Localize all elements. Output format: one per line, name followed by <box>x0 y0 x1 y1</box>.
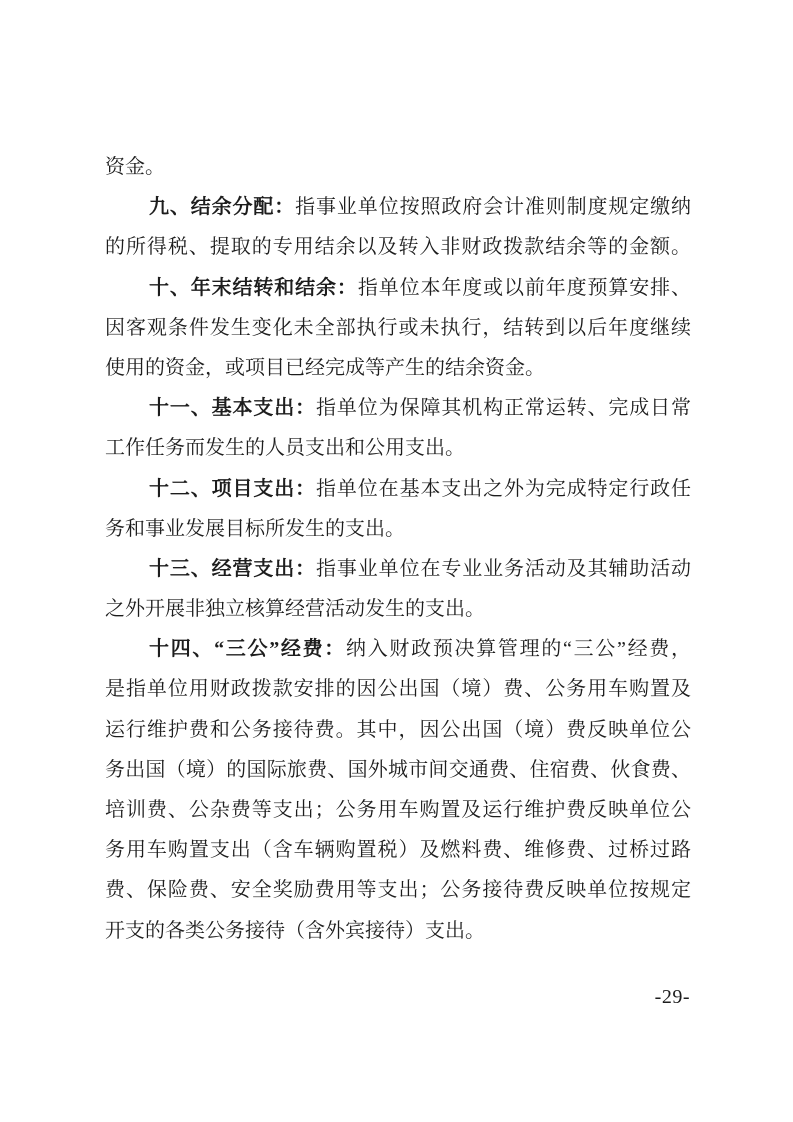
term-label: 十、年末结转和结余： <box>149 276 358 299</box>
text-line <box>105 549 691 589</box>
text-line <box>105 187 691 227</box>
line-text: 因客观条件发生变化未全部执行或未执行，结转到以后年度继续 <box>105 316 691 339</box>
line-text: 指事业单位按照政府会计准则制度规定缴纳 <box>295 196 691 219</box>
text-line <box>105 830 691 870</box>
line-text: 指单位本年度或以前年度预算安排、 <box>357 276 691 299</box>
line-text: 开支的各类公务接待（含外宾接待）支出。 <box>105 919 485 942</box>
text-line <box>105 268 691 308</box>
text-line <box>105 750 691 790</box>
term-label: 十三、经营支出： <box>149 557 317 580</box>
line-text: 指事业单位在专业业务活动及其辅助活动 <box>316 557 691 580</box>
term-label: 十一、基本支出： <box>149 397 317 420</box>
text-line <box>105 227 691 267</box>
text-line <box>105 710 691 750</box>
text-line <box>105 428 691 468</box>
line-text: 指单位为保障其机构正常运转、完成日常 <box>316 397 691 420</box>
line-text: 务和事业发展目标所发生的支出。 <box>105 517 405 540</box>
text-line <box>105 509 691 549</box>
term-label: 十四、“三公”经费： <box>149 638 347 661</box>
line-text: 是指单位用财政拨款安排的因公出国（境）费、公务用车购置及 <box>105 678 691 701</box>
text-line <box>105 469 691 509</box>
line-text: 运行维护费和公务接待费。其中，因公出国（境）费反映单位公 <box>105 718 691 741</box>
page-number: -29- <box>654 986 690 1008</box>
text-line <box>105 589 691 629</box>
line-text: 纳入财政预决算管理的“三公”经费， <box>346 638 691 661</box>
text-line <box>105 870 691 910</box>
term-label: 九、结余分配： <box>149 196 296 219</box>
line-text: 工作任务而发生的人员支出和公用支出。 <box>105 437 465 460</box>
text-line <box>105 388 691 428</box>
text-line <box>105 308 691 348</box>
line-text: 之外开展非独立核算经营活动发生的支出。 <box>105 598 485 621</box>
line-text: 培训费、公杂费等支出；公务用车购置及运行维护费反映单位公 <box>105 799 691 821</box>
line-text: 使用的资金，或项目已经完成等产生的结余资金。 <box>105 356 545 379</box>
line-text: 资金。 <box>105 156 165 178</box>
text-line <box>105 348 691 388</box>
document-body <box>105 147 691 951</box>
term-label: 十二、项目支出： <box>149 477 317 500</box>
text-line <box>105 147 691 187</box>
text-line <box>105 911 691 951</box>
line-text: 费、保险费、安全奖励费用等支出；公务接待费反映单位按规定 <box>105 879 691 902</box>
line-text: 的所得税、提取的专用结余以及转入非财政拨款结余等的金额。 <box>105 236 691 259</box>
line-text: 务用车购置支出（含车辆购置税）及燃料费、维修费、过桥过路 <box>105 839 691 862</box>
text-line <box>105 790 691 830</box>
text-line <box>105 669 691 709</box>
line-text: 指单位在基本支出之外为完成特定行政任 <box>316 477 691 500</box>
text-line <box>105 629 691 669</box>
line-text: 务出国（境）的国际旅费、国外城市间交通费、住宿费、伙食费、 <box>105 758 691 781</box>
